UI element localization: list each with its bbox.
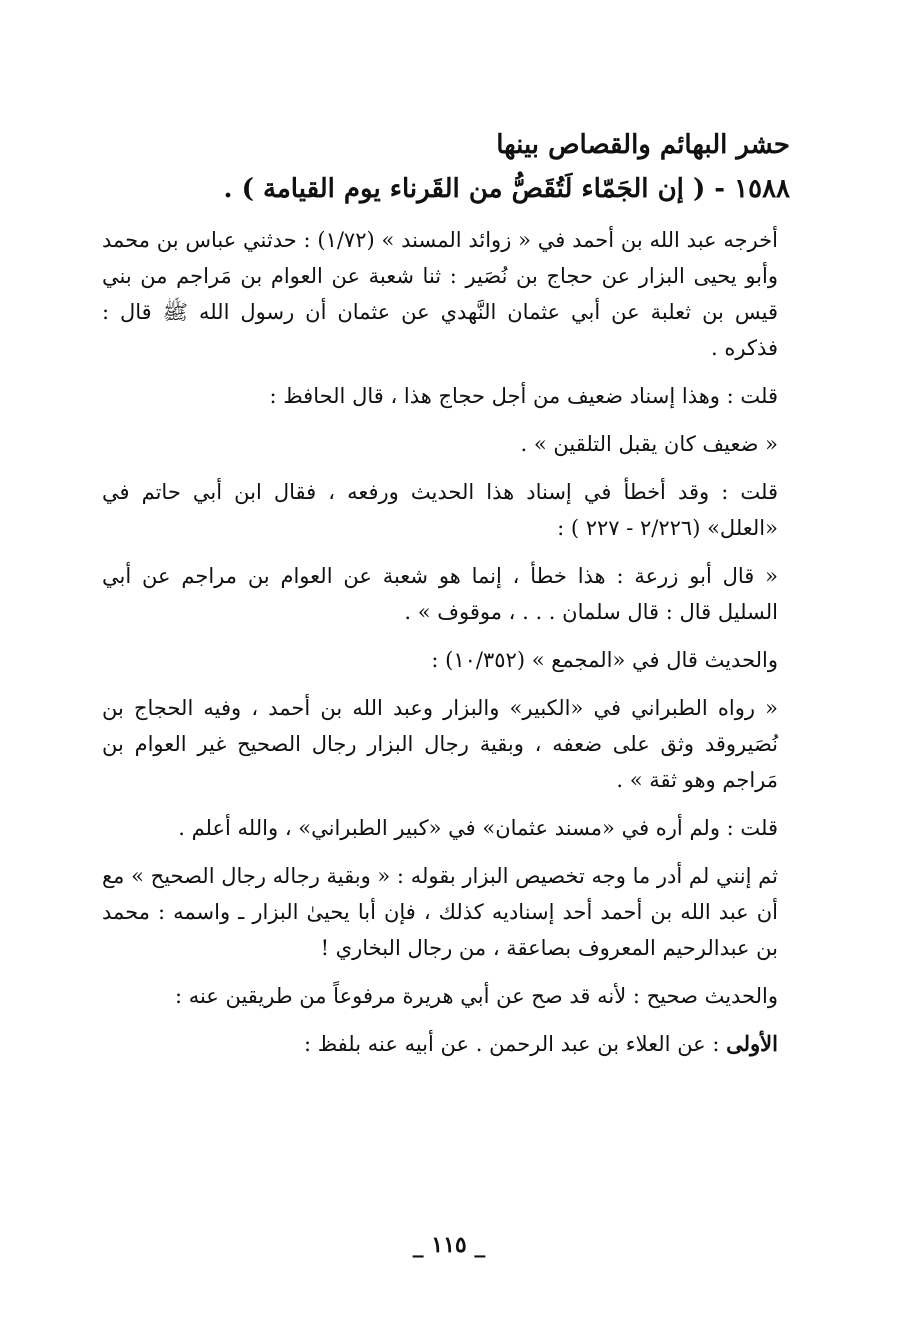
paragraph-quote-majma: « رواه الطبراني في «الكبير» والبزار وعبد الله بن أحمد ، وفيه الحجاج بن نُصَيروقد وثق على ضعفه ، وبقية رجال البزار رجال الصحيح غير العوام بن مَراجم وهو ثقة » . bbox=[102, 696, 778, 792]
paragraph-sahih: والحديث صحيح : لأنه قد صح عن أبي هريرة مرفوعاً من طريقين عنه : bbox=[174, 984, 778, 1008]
paragraph-comment-1: قلت : وهذا إسناد ضعيف من أجل حجاج هذا ، قال الحافظ : bbox=[269, 384, 778, 408]
paragraph-comment-2: قلت : وقد أخطأ في إسناد هذا الحديث ورفعه ، فقال ابن أبي حاتم في «العلل» (٢/٢٢٦ - ٢٢٧ ) : bbox=[102, 480, 778, 540]
paragraph-quote-hafiz: « ضعيف كان يقبل التلقين » . bbox=[520, 432, 778, 456]
first-route-lead: الأولى bbox=[726, 1031, 778, 1056]
paragraph-comment-3: قلت : ولم أره في «مسند عثمان» في «كبير الطبراني» ، والله أعلم . bbox=[178, 816, 778, 840]
page-number: _ ١١٥ _ bbox=[412, 1232, 486, 1258]
paragraph-first-route bbox=[102, 1026, 790, 1062]
paragraph-takhrij: أخرجه عبد الله بن أحمد في « زوائد المسند » (١/٧٢) : حدثني عباس بن محمد وأبو يحيى البزار عن حجاج بن نُصَير : ثنا شعبة عن العوام بن مَراجم من بني قيس بن ثعلبة عن أبي عثمان النَّهدي عن عثمان أن رسول الله ﷺ قال : فذكره . bbox=[102, 228, 778, 360]
hadith-heading: ١٥٨٨ - ( إن الجَمّاء لَتُقَصُّ من القَرناء يوم القيامة ) . bbox=[223, 174, 790, 204]
paragraph-quote-abu-zura: « قال أبو زرعة : هذا خطأ ، إنما هو شعبة عن العوام بن مراجم عن أبي السليل قال : قال سلمان . . . ، موقوف » . bbox=[102, 564, 778, 624]
paragraph-comment-4: ثم إنني لم أدر ما وجه تخصيص البزار بقوله : « وبقية رجاله رجال الصحيح » مع أن عبد الله بن أحمد أحد إسناديه كذلك ، فإن أبا يحيىٰ البزار ـ واسمه : محمد بن عبدالرحيم المعروف بصاعقة ، من رجال البخاري ! bbox=[102, 864, 778, 960]
page-content bbox=[102, 128, 790, 1074]
section-title: حشر البهائم والقصاص بينها bbox=[496, 130, 790, 160]
first-route-text: : عن العلاء بن عبد الرحمن . عن أبيه عنه بلفظ : bbox=[304, 1032, 727, 1056]
paragraph-majma: والحديث قال في «المجمع » (١٠/٣٥٢) : bbox=[431, 648, 778, 672]
